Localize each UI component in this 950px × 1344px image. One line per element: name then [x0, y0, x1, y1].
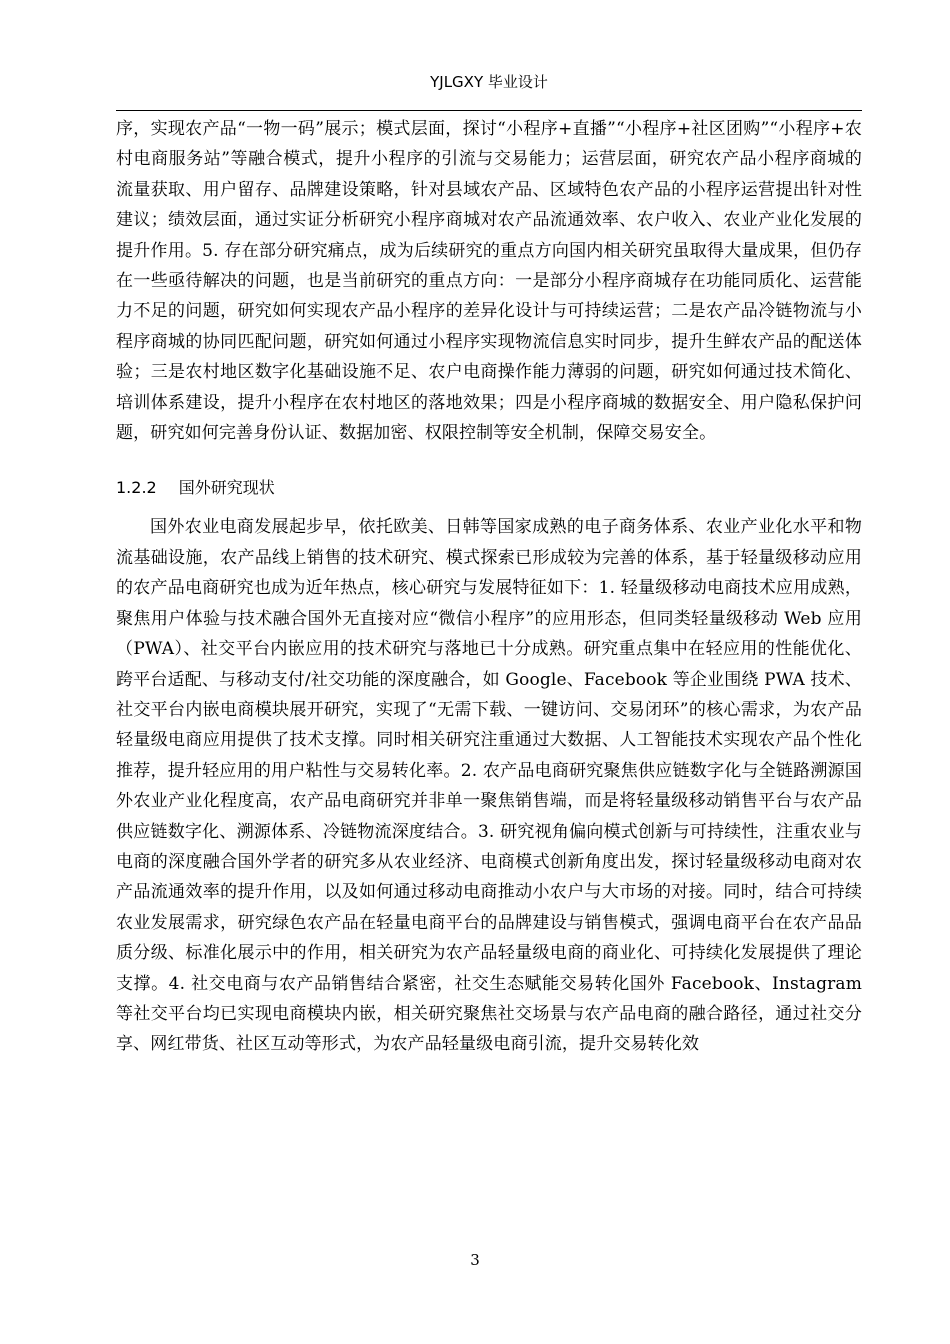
section-number: 1.2.2 [116, 478, 157, 498]
paragraph-domestic-continued: 序，实现农产品“一物一码”展示；模式层面，探讨“小程序+直播”“小程序+社区团购”“小程序+农村电商服务站”等融合模式，提升小程序的引流与交易能力；运营层面，研究农产品小程序商城的流量获取、用户留存、品牌建设策略，针对县域农产品、区域特色农产品的小程序运营提出针对性建议；绩效层面，通过实证分析研究小程序商城对农产品流通效率、农户收入、农业产业化发展的提升作用。5. 存在部分研究痛点，成为后续研究的重点方向国内相关研究虽取得大量成果，但仍存在一些亟待解决的问题，也是当前研究的重点方向：一是部分小程序商城存在功能同质化、运营能力不足的问题，研究如何实现农产品小程序的差异化设计与可持续运营；二是农产品冷链物流与小程序商城的协同匹配问题，研究如何通过小程序实现物流信息实时同步，提升生鲜农产品的配送体验；三是农村地区数字化基础设施不足、农户电商操作能力薄弱的问题，研究如何通过技术简化、培训体系建设，提升小程序在农村地区的落地效果；四是小程序商城的数据安全、用户隐私保护问题，研究如何完善身份认证、数据加密、权限控制等安全机制，保障交易安全。 [116, 119, 862, 444]
header-rule [116, 110, 862, 111]
section-title: 国外研究现状 [178, 478, 275, 498]
section-heading [116, 474, 862, 502]
paragraph-foreign-research: 国外农业电商发展起步早，依托欧美、日韩等国家成熟的电子商务体系、农业产业化水平和物流基础设施，农产品线上销售的技术研究、模式探索已形成较为完善的体系，基于轻量级移动应用的农产品电商研究也成为近年热点，核心研究与发展特征如下：1. 轻量级移动电商技术应用成熟，聚焦用户体验与技术融合国外无直接对应“微信小程序”的应用形态，但同类轻量级移动 Web 应用（PWA）、社交平台内嵌应用的技术研究与落地已十分成熟。研究重点集中在轻应用的性能优化、跨平台适配、与移动支付/社交功能的深度融合，如 Google、Facebook 等企业围绕 PWA 技术、社交平台内嵌电商模块展开研究，实现了“无需下载、一键访问、交易闭环”的核心需求，为农产品轻量级电商应用提供了技术支撑。同时相关研究注重通过大数据、人工智能技术实现农产品个性化推荐，提升轻应用的用户粘性与交易转化率。2. 农产品电商研究聚焦供应链数字化与全链路溯源国外农业产业化程度高，农产品电商研究并非单一聚焦销售端，而是将轻量级移动销售平台与农产品供应链数字化、溯源体系、冷链物流深度结合。3. 研究视角偏向模式创新与可持续性，注重农业与电商的深度融合国外学者的研究多从农业经济、电商模式创新角度出发，探讨轻量级移动电商对农产品流通效率的提升作用，以及如何通过移动电商推动小农户与大市场的对接。同时，结合可持续农业发展需求，研究绿色农产品在轻量电商平台的品牌建设与销售模式，强调电商平台在农产品品质分级、标准化展示中的作用，相关研究为农产品轻量级电商的商业化、可持续化发展提供了理论支撑。4. 社交电商与农产品销售结合紧密，社交生态赋能交易转化国外 Facebook、Instagram 等社交平台均已实现电商模块内嵌，相关研究聚焦社交场景与农产品电商的融合路径，通过社交分享、网红带货、社区互动等形式，为农产品轻量级电商引流，提升交易转化效 [116, 517, 862, 1055]
body-content [116, 114, 862, 1060]
page-number: 3 [470, 1251, 480, 1269]
running-header: YJLGXY 毕业设计 [430, 73, 548, 91]
